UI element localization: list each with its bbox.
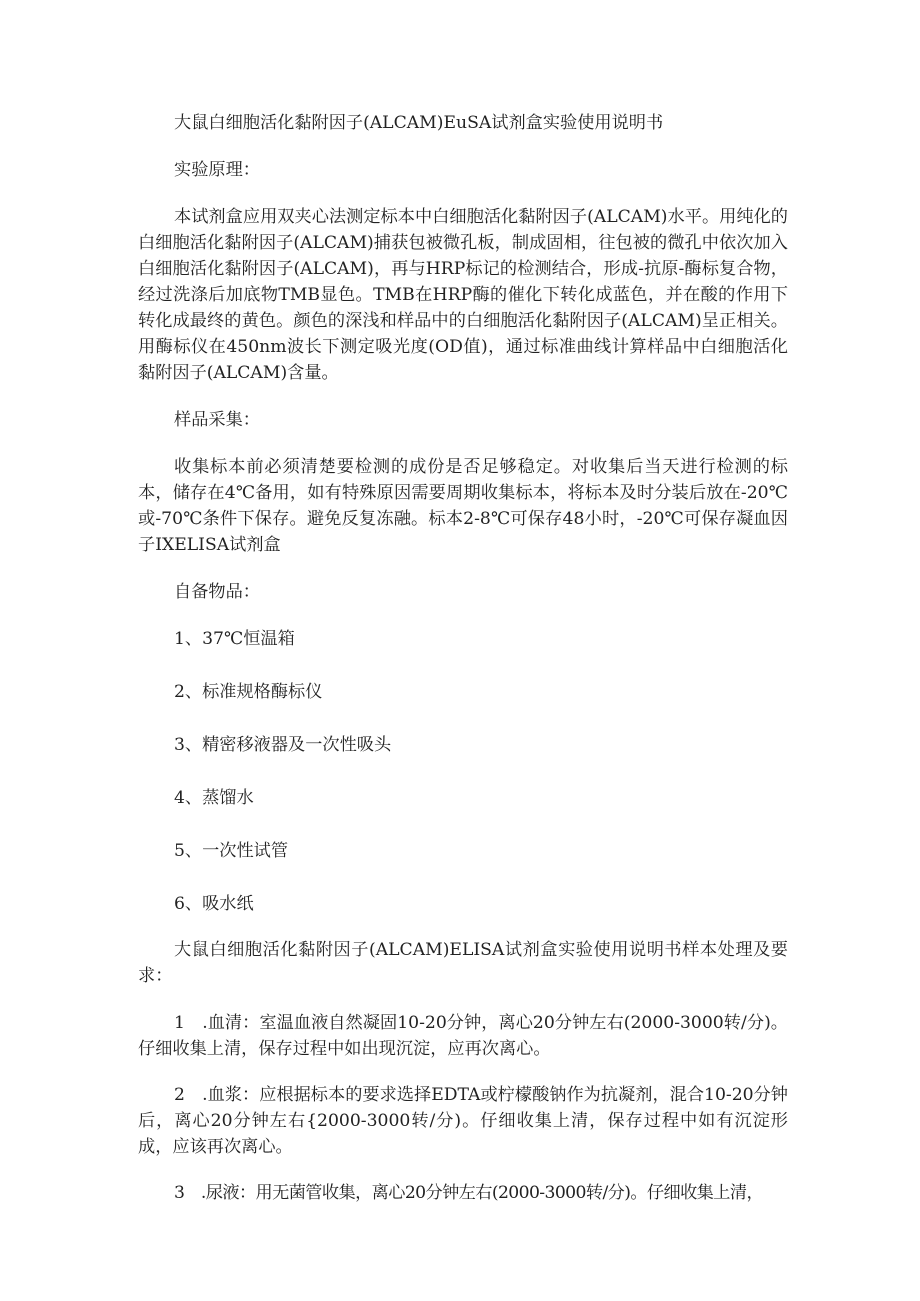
processing-item: 1 .血清：室温血液自然凝固10-20分钟，离心20分钟左右(2000-3000转/分)。仔细收集上清，保存过程中如出现沉淀，应再次离心。 bbox=[138, 1013, 788, 1059]
document-title: 大鼠白细胞活化黏附因子(ALCAM)EuSA试剂盒实验使用说明书 bbox=[174, 113, 664, 133]
principle-paragraph: 本试剂盒应用双夹心法测定标本中白细胞活化黏附因子(ALCAM)水平。用纯化的白细胞活化黏附因子(ALCAM)捕获包被微孔板，制成固相，往包被的微孔中依次加入白细胞活化黏附因子(ALCAM)，再与HRP标记的检测结合，形成-抗原-酶标复合物，经过洗涤后加底物TMB显色。TMB在HRP酶的催化下转化成蓝色，并在酸的作用下转化成最终的黄色。颜色的深浅和样品中的白细胞活化黏附因子(ALCAM)呈正相关。用酶标仪在450nm波长下测定吸光度(OD值)，通过标准曲线计算样品中白细胞活化黏附因子(ALCAM)含量。 bbox=[138, 207, 788, 383]
processing-item: 3 .尿液：用无菌管收集，离心20分钟左右(2000-3000转/分)。仔细收集上清， bbox=[174, 1183, 764, 1203]
supply-item: 6、吸水纸 bbox=[174, 894, 254, 914]
document-page bbox=[138, 110, 788, 1226]
supply-item: 3、精密移液器及一次性吸头 bbox=[174, 735, 392, 755]
processing-item: 2 .血浆：应根据标本的要求选择EDTA或柠檬酸钠作为抗凝剂，混合10-20分钟后，离心20分钟左右{2000-3000转/分)。仔细收集上清，保存过程中如有沉淀形成，应该再次离心。 bbox=[138, 1085, 788, 1157]
collection-paragraph: 收集标本前必须清楚要检测的成份是否足够稳定。对收集后当天进行检测的标本，储存在4℃备用，如有特殊原因需要周期收集标本，将标本及时分装后放在-20℃或-70℃条件下保存。避免反复冻融。标本2-8℃可保存48小时，-20℃可保存凝血因子IXELISA试剂盒 bbox=[138, 457, 788, 555]
supply-item: 4、蒸馏水 bbox=[174, 788, 254, 808]
section-heading-processing: 大鼠白细胞活化黏附因子(ALCAM)ELISA试剂盒实验使用说明书样本处理及要求： bbox=[138, 940, 788, 986]
section-heading-principle: 实验原理： bbox=[174, 160, 260, 180]
supply-item: 5、一次性试管 bbox=[174, 841, 289, 861]
supply-item: 1、37℃恒温箱 bbox=[174, 629, 295, 649]
supply-item: 2、标准规格酶标仪 bbox=[174, 682, 323, 702]
section-heading-supplies: 自备物品： bbox=[174, 582, 260, 602]
section-heading-collection: 样品采集： bbox=[174, 410, 260, 430]
